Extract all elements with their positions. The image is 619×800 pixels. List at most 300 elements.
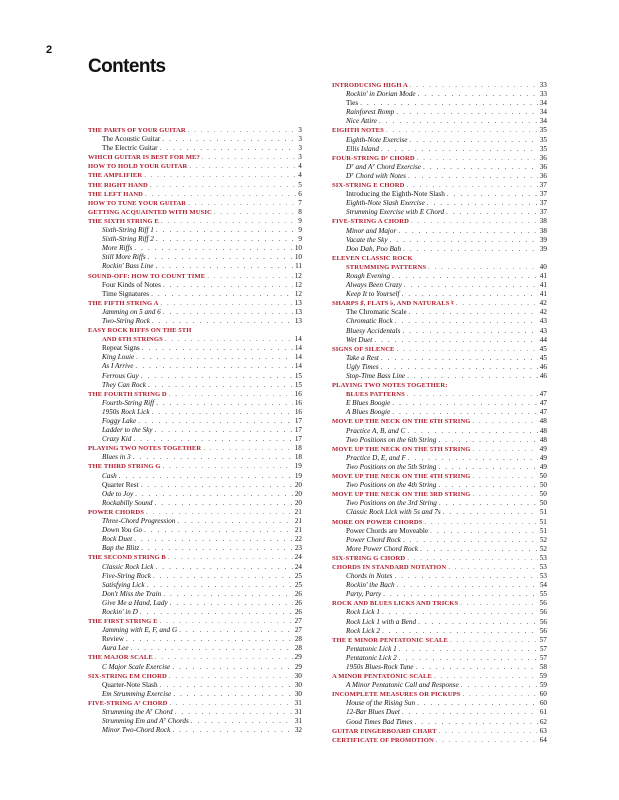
toc-entry-bap-the-blitz (88, 544, 302, 553)
toc-entry-page: 36 (539, 153, 547, 162)
toc-entry-page: 30 (294, 689, 302, 698)
toc-entry-rockin-bass-line (88, 262, 302, 271)
toc-entry-label: CHORDS IN STANDARD NOTATION (332, 563, 447, 571)
toc-leader-dots (170, 599, 293, 608)
toc-leader-dots (443, 508, 538, 517)
toc-leader-dots (408, 172, 538, 181)
toc-entry-how-to-hold-your-guitar (88, 162, 302, 171)
toc-leader-dots (439, 727, 538, 736)
toc-entry-ode-to-joy (88, 490, 302, 499)
toc-entry-stop-time-bass-line (332, 372, 547, 381)
toc-entry-two-positions-on-the-5th-string (332, 463, 547, 472)
toc-leader-dots (403, 536, 538, 545)
toc-leader-dots (155, 499, 293, 508)
toc-entry-label: Quarter-Note Slash (102, 680, 158, 689)
toc-entry-label: Blues in 3 (102, 453, 131, 462)
toc-entry-rockin-in-dorian-mode (332, 90, 547, 99)
toc-leader-dots (138, 417, 293, 426)
toc-entry-label: Power Chord Rock (346, 535, 401, 544)
toc-entry-the-second-string-b (88, 553, 302, 562)
toc-entry-ladder-to-the-sky (88, 426, 302, 435)
toc-entry-page: 13 (294, 307, 302, 316)
toc-entry-strumming-em-and-a-chords (88, 717, 302, 726)
toc-entry-page: 38 (539, 217, 547, 226)
toc-entry-six-string-e-chord (332, 181, 547, 190)
toc-entry-page: 27 (294, 626, 302, 635)
toc-entry-page: 31 (294, 698, 302, 707)
toc-entry-label: Crazy Kid (102, 435, 132, 444)
toc-entry-page: 51 (539, 517, 547, 526)
toc-entry-label: Four Kinds of Notes (102, 280, 161, 289)
toc-entry-label: Ellis Island (346, 144, 379, 153)
toc-entry-label: Two Positions on the 5th String (346, 462, 437, 471)
toc-entry-label: 1950s Blues-Rock Tune (346, 663, 414, 671)
toc-entry-label: ELEVEN CLASSIC ROCK (332, 254, 413, 262)
toc-entry-page: 13 (294, 298, 302, 307)
toc-entry-label: Ties (346, 99, 359, 108)
toc-leader-dots (155, 262, 293, 271)
toc-entry-label: CERTIFICATE OF PROMOTION (332, 736, 434, 744)
toc-entry-strumming-the-a-chord (88, 708, 302, 717)
toc-entry-page: 41 (539, 281, 547, 290)
toc-entry-page: 21 (294, 517, 302, 526)
toc-entry-page: 10 (294, 244, 302, 253)
toc-entry-blues-patterns (332, 390, 547, 399)
toc-leader-dots (156, 226, 297, 235)
toc-entry-page: 12 (294, 289, 302, 298)
toc-entry-easy-rock-riffs-on-the-5th (88, 326, 302, 335)
toc-entry-pentatonic-lick-1 (332, 645, 547, 654)
toc-entry-page: 30 (294, 671, 302, 680)
toc-entry-label: Rock Lick 1 with a Bend (346, 617, 417, 626)
toc-entry-label: THE PARTS OF YOUR GUITAR (88, 127, 186, 134)
toc-entry-still-more-riffs (88, 253, 302, 262)
toc-leader-dots (133, 453, 293, 462)
toc-leader-dots (415, 718, 538, 727)
toc-entry-label: Don't Miss the Train (102, 589, 162, 598)
toc-entry-page: 49 (539, 453, 547, 462)
toc-entry-page: 42 (539, 299, 547, 308)
toc-leader-dots (383, 590, 538, 599)
toc-leader-dots (126, 635, 293, 644)
toc-leader-dots (155, 653, 293, 662)
toc-entry-page: 37 (539, 208, 547, 217)
toc-entry-label: Review (102, 635, 124, 644)
toc-entry-the-acoustic-guitar (88, 135, 302, 144)
toc-entry-label: Stop-Time Bass Line (346, 372, 406, 380)
toc-entry-label: FIVE-STRING A CHORD (332, 218, 410, 226)
toc-entry-label: MOVE UP THE NECK ON THE 5TH STRING (332, 445, 471, 453)
toc-entry-eighth-note-exercise (332, 136, 547, 145)
toc-entry-guitar-fingerboard-chart (332, 727, 547, 736)
toc-entry-page: 56 (539, 626, 547, 635)
toc-leader-dots (160, 681, 293, 690)
toc-entry-power-chord-rock (332, 536, 547, 545)
toc-entry-label: The Electric Guitar (102, 144, 158, 153)
toc-leader-dots (382, 608, 538, 617)
toc-entry-page: 25 (294, 571, 302, 580)
toc-entry-page: 17 (294, 417, 302, 425)
toc-entry-label: Power Chords are Moveable (346, 526, 429, 535)
toc-entry-page: 48 (539, 417, 547, 426)
toc-leader-dots (402, 327, 537, 336)
toc-entry-page: 4 (298, 171, 302, 180)
toc-entry-label: EIGHTH NOTES (332, 127, 384, 135)
toc-entry-strumming-patterns (332, 263, 547, 272)
toc-entry-jamming-with-e-f-and-g (88, 626, 302, 635)
toc-leader-dots (434, 672, 538, 681)
toc-entry-the-e-minor-pentatonic-scale (332, 636, 547, 645)
toc-entry-label: Keep It to Yourself (346, 290, 400, 299)
toc-entry-practice-a-b-and-c (332, 427, 547, 436)
toc-leader-dots (417, 699, 538, 708)
toc-entry-page: 6 (298, 189, 302, 198)
toc-leader-dots (131, 644, 293, 653)
toc-entry-page: 5 (298, 180, 302, 189)
toc-entry-page: 50 (539, 490, 547, 499)
toc-entry-label: Time Signatures (102, 289, 150, 298)
toc-entry-label: Rough Evening (346, 271, 391, 280)
toc-entry-rock-lick-1 (332, 608, 547, 617)
toc-leader-dots (381, 363, 538, 372)
toc-entry-power-chords-are-moveable (332, 527, 547, 536)
toc-entry-e-blues-boogie (332, 399, 547, 408)
toc-leader-dots (461, 681, 538, 690)
toc-entry-label: INTRODUCING HIGH A (332, 82, 408, 89)
toc-entry-label: Satisfying Lick (102, 580, 145, 589)
toc-entry-label: Rockin' Bass Line (102, 262, 154, 271)
toc-entry-four-string-d-chord (332, 154, 547, 163)
toc-leader-dots (202, 153, 296, 162)
toc-entry-label: Fourth-String Riff (102, 398, 155, 407)
toc-entry-page: 20 (294, 480, 302, 489)
toc-entry-label: GUITAR FINGERBOARD CHART (332, 727, 437, 735)
toc-entry-label: ROCK AND BLUES LICKS AND TRICKS (332, 600, 459, 608)
toc-entry-label: Good Times Bad Times (346, 717, 413, 726)
toc-entry-introducing-high-a (332, 81, 547, 90)
toc-entry-label: A Minor Pentatonic Call and Response (346, 681, 459, 690)
toc-entry-five-string-a-chord (332, 217, 547, 226)
toc-leader-dots (407, 372, 538, 381)
toc-entry-give-me-a-hand-lady (88, 599, 302, 608)
toc-entry-page: 20 (294, 498, 302, 507)
toc-entry-label: THE THIRD STRING G (88, 463, 161, 471)
toc-leader-dots (189, 162, 296, 171)
toc-entry-label: Two Positions on the 3rd String (346, 499, 437, 508)
toc-entry-label: 12-Bar Blues Duet (346, 708, 400, 717)
toc-entry-two-positions-on-the-3rd-string (332, 499, 547, 508)
toc-entry-page: 15 (294, 371, 302, 380)
toc-leader-dots (152, 408, 293, 417)
toc-entry-page: 56 (539, 599, 547, 608)
toc-entry-page: 31 (294, 717, 302, 726)
toc-leader-dots (146, 508, 293, 517)
toc-leader-dots (418, 618, 538, 627)
toc-entry-bluesy-accidentals (332, 327, 547, 336)
toc-entry-label: The Chromatic Scale (346, 308, 407, 317)
toc-entry-label: PLAYING TWO NOTES TOGETHER (88, 445, 202, 453)
toc-leader-dots (165, 335, 293, 344)
toc-entry-rough-evening (332, 272, 547, 281)
toc-leader-dots (134, 535, 293, 544)
toc-leader-dots (156, 399, 293, 408)
toc-entry-page: 46 (539, 372, 547, 380)
toc-entry-getting-acquainted-with-music (88, 208, 302, 217)
toc-leader-dots (402, 708, 538, 717)
toc-entry-classic-rock-lick (88, 563, 302, 572)
toc-leader-dots (360, 99, 538, 108)
toc-entry-page: 51 (539, 508, 547, 517)
toc-entry-label: GETTING ACQUAINTED WITH MUSIC (88, 208, 212, 216)
toc-entry-label: Vacate the Sky (346, 235, 388, 244)
toc-entry-three-chord-progression (88, 517, 302, 526)
toc-entry-label: Strumming the A⁷ Chord (102, 708, 173, 716)
toc-entry-page: 58 (539, 663, 547, 671)
toc-entry-sound-off-how-to-count-time (88, 272, 302, 281)
toc-entry-page: 56 (539, 608, 547, 617)
toc-leader-dots (395, 317, 538, 326)
toc-entry-label: HOW TO HOLD YOUR GUITAR (88, 163, 188, 171)
toc-entry-chromatic-rock (332, 317, 547, 326)
toc-entry-page: 59 (539, 672, 547, 681)
toc-entry-page: 28 (294, 635, 302, 644)
toc-entry-label: Repeat Signs (102, 344, 140, 353)
toc-leader-dots (409, 136, 537, 145)
toc-entry-how-to-tune-your-guitar (88, 199, 302, 208)
toc-entry-label: MORE ON POWER CHORDS (332, 518, 423, 526)
toc-entry-page: 45 (539, 344, 547, 353)
toc-entry-page: 33 (539, 90, 547, 99)
toc-entry-label: Give Me a Hand, Lady (102, 598, 168, 607)
toc-entry-move-up-the-neck-on-the-5th-string (332, 445, 547, 454)
toc-leader-dots (462, 690, 537, 699)
toc-entry-page: 39 (539, 235, 547, 244)
toc-leader-dots (392, 408, 538, 417)
toc-entry-page: 28 (294, 644, 302, 653)
toc-leader-dots (423, 163, 538, 172)
toc-entry-page: 52 (539, 535, 547, 544)
toc-entry-page: 53 (539, 553, 547, 562)
toc-entry-label: Eighth-Note Slash Exercise (346, 199, 425, 208)
toc-entry-a-minor-pentatonic-call-and-response (332, 681, 547, 690)
toc-entry-label: HOW TO TUNE YOUR GUITAR (88, 199, 187, 207)
toc-leader-dots (140, 608, 293, 617)
toc-entry-label: Bap the Blitz (102, 544, 140, 553)
toc-entry-page: 53 (539, 562, 547, 571)
toc-entry-time-signatures (88, 290, 302, 299)
toc-leader-dots (473, 490, 538, 499)
toc-entry-label: King Louie (102, 353, 135, 362)
toc-entry-label: Chords in Notes (346, 572, 393, 581)
toc-entry-incomplete-measures-or-pickups (332, 690, 547, 699)
toc-leader-dots (169, 672, 293, 681)
toc-entry-ellis-island (332, 145, 547, 154)
toc-entry-label: THE AMPLIFIER (88, 172, 143, 180)
toc-entry-and-6th-strings (88, 335, 302, 344)
toc-leader-dots (188, 126, 297, 135)
toc-entry-page: 64 (539, 735, 547, 744)
toc-leader-dots (144, 171, 296, 180)
toc-leader-dots (456, 299, 538, 308)
toc-leader-dots (162, 135, 296, 144)
toc-entry-label: THE FOURTH STRING D (88, 390, 167, 398)
toc-entry-crazy-kid (88, 435, 302, 444)
toc-entry-label: Two Positions on the 6th String (346, 435, 437, 444)
toc-leader-dots (207, 272, 292, 281)
toc-leader-dots (161, 299, 293, 308)
toc-leader-dots (147, 581, 293, 590)
toc-entry-review (88, 635, 302, 644)
toc-entry-rock-lick-1-with-a-bend (332, 618, 547, 627)
toc-entry-satisfying-lick (88, 581, 302, 590)
toc-entry-the-electric-guitar (88, 144, 302, 153)
toc-entry-eighth-notes (332, 126, 547, 135)
toc-entry-page: 36 (539, 162, 547, 171)
toc-entry-playing-two-notes-together (332, 381, 547, 390)
toc-entry-page: 3 (298, 126, 302, 134)
toc-entry-power-chords (88, 508, 302, 517)
toc-entry-label: Two-String Rock (102, 316, 150, 325)
toc-entry-quarter-note-slash (88, 681, 302, 690)
toc-entry-page: 26 (294, 607, 302, 616)
toc-entry-label: MOVE UP THE NECK ON THE 4TH STRING (332, 473, 471, 481)
toc-leader-dots (438, 463, 537, 472)
toc-leader-dots (188, 199, 296, 208)
toc-leader-dots (191, 717, 293, 726)
toc-entry-page: 8 (298, 207, 302, 216)
toc-entry-four-kinds-of-notes (88, 281, 302, 290)
toc-entry-label: SHARPS ♯, FLATS ♭, AND NATURALS ♮ (332, 300, 454, 308)
toc-leader-dots (168, 553, 293, 562)
toc-leader-dots (420, 545, 538, 554)
toc-entry-label: Ladder to the Sky (102, 426, 153, 435)
toc-entry-label: BLUES PATTERNS (346, 391, 405, 399)
toc-entry-label: THE SECOND STRING B (88, 554, 166, 562)
toc-entry-em-strumming-exercise (88, 690, 302, 699)
toc-entry-d-chord-with-notes (332, 172, 547, 181)
toc-leader-dots (159, 144, 296, 153)
toc-entry-page: 38 (539, 226, 547, 235)
toc-entry-label: Ugly Times (346, 362, 379, 371)
toc-entry-rock-lick-2 (332, 627, 547, 636)
toc-leader-dots (214, 208, 296, 217)
toc-entry-page: 62 (539, 717, 547, 726)
toc-entry-page: 16 (294, 389, 302, 398)
toc-entry-label: Party, Party (346, 590, 382, 599)
toc-entry-pentatonic-lick-2 (332, 654, 547, 663)
toc-entry-page: 55 (539, 590, 547, 599)
toc-leader-dots (403, 245, 538, 254)
toc-entry-page: 34 (539, 108, 547, 117)
toc-entry-label: Classic Rock Lick (102, 562, 154, 571)
toc-entry-label: SIX-STRING EM CHORD (88, 672, 167, 680)
toc-leader-dots (179, 626, 293, 635)
toc-entry-the-sixth-string-e (88, 217, 302, 226)
toc-leader-dots (133, 435, 292, 444)
toc-leader-dots (150, 181, 296, 190)
toc-leader-dots (473, 417, 538, 426)
toc-entry-label: Doo Dah, Poo Bah (346, 244, 402, 253)
toc-leader-dots (450, 636, 538, 645)
toc-entry-the-chromatic-scale (332, 308, 547, 317)
toc-entry-label: Pentatonic Lick 1 (346, 644, 397, 653)
toc-entry-label: They Can Rock (102, 380, 146, 389)
toc-entry-page: 51 (539, 526, 547, 535)
toc-leader-dots (160, 617, 293, 626)
toc-leader-dots (135, 490, 293, 499)
toc-entry-two-positions-on-the-6th-string (332, 436, 547, 445)
toc-entry-label: More Riffs (102, 244, 133, 253)
toc-entry-signs-of-silence (332, 345, 547, 354)
toc-entry-page: 22 (294, 535, 302, 544)
toc-entry-label: Eighth-Note Exercise (346, 135, 408, 144)
toc-entry-rockin-in-d (88, 608, 302, 617)
toc-entry-page: 7 (298, 198, 302, 207)
toc-entry-eleven-classic-rock (332, 254, 547, 263)
toc-leader-dots (153, 572, 293, 581)
toc-leader-dots (390, 236, 538, 245)
toc-entry-blues-in-3 (88, 453, 302, 462)
toc-entry-label: THE MAJOR SCALE (88, 654, 153, 662)
toc-entry-doo-dah-poo-bah (332, 245, 547, 254)
toc-entry-label: EASY ROCK RIFFS ON THE 5TH (88, 327, 192, 335)
toc-entry-introducing-the-eighth-note-slash (332, 190, 547, 199)
toc-entry-label: Foggy Lake (102, 417, 137, 425)
toc-entry-page: 50 (539, 472, 547, 481)
toc-entry-nice-attire (332, 117, 547, 126)
toc-entry-page: 59 (539, 681, 547, 690)
toc-leader-dots (439, 499, 538, 508)
toc-entry-rock-duet (88, 535, 302, 544)
toc-entry-label: Rock Duet (102, 535, 133, 544)
toc-entry-label: Wet Duet (346, 335, 373, 344)
toc-entry-the-first-string-e (88, 617, 302, 626)
toc-entry-which-guitar-is-best-for-me (88, 153, 302, 162)
toc-entry-label: STRUMMING PATTERNS (346, 263, 427, 271)
toc-entry-page: 26 (294, 598, 302, 607)
toc-entry-page: 4 (298, 162, 302, 171)
toc-entry-aura-lee (88, 644, 302, 653)
toc-leader-dots (438, 481, 537, 490)
toc-entry-page: 50 (539, 481, 547, 490)
toc-entry-page: 29 (294, 653, 302, 662)
toc-entry-label: WHICH GUITAR IS BEST FOR ME? (88, 154, 200, 162)
toc-entry-page: 14 (294, 344, 302, 353)
toc-entry-rockin-the-bach (332, 581, 547, 590)
toc-entry-move-up-the-neck-on-the-3rd-string (332, 490, 547, 499)
toc-entry-page: 47 (539, 390, 547, 399)
toc-entry-page: 15 (294, 380, 302, 389)
toc-entry-practice-d-e-and-f (332, 454, 547, 463)
toc-entry-they-can-rock (88, 381, 302, 390)
toc-entry-label: THE LEFT HAND (88, 190, 144, 198)
toc-leader-dots (374, 336, 538, 345)
toc-entry-label: THE FIFTH STRING A (88, 299, 159, 307)
toc-entry-the-major-scale (88, 653, 302, 662)
toc-entry-good-times-bad-times (332, 718, 547, 727)
toc-entry-sharps-flats-and-naturals (332, 299, 547, 308)
toc-leader-dots (169, 699, 292, 708)
toc-entry-label: C Major Scale Exercise (102, 662, 171, 671)
toc-entry-label: Introducing the Eighth-Note Slash (346, 190, 445, 199)
toc-entry-label: Rockin' the Bach (346, 581, 395, 590)
toc-entry-jamming-on-5-and-6 (88, 308, 302, 317)
toc-entry-rainforest-romp (332, 108, 547, 117)
toc-entry-page: 14 (294, 335, 302, 344)
toc-entry-fourth-string-riff (88, 399, 302, 408)
toc-entry-five-string-rock (88, 572, 302, 581)
toc-entry-page: 32 (294, 726, 302, 735)
